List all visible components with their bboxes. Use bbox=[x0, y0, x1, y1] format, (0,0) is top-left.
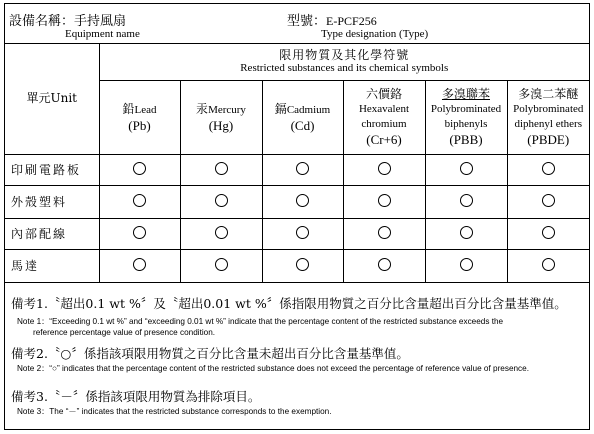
table-cell bbox=[262, 218, 343, 249]
circle-mark bbox=[378, 258, 391, 271]
note-1-zh: 備考1.〝超出0.1 wt %〞及〝超出0.01 wt %〞係指限用物質之百分比含量超出百分比含量基準值。 bbox=[11, 296, 567, 311]
row-label: 內部配線 bbox=[5, 218, 99, 249]
circle-mark bbox=[215, 226, 228, 239]
circle-mark bbox=[296, 258, 309, 271]
table-cell bbox=[180, 154, 262, 185]
table-cell bbox=[180, 249, 262, 282]
table-cell bbox=[507, 218, 589, 249]
type-designation-value: E-PCF256 bbox=[326, 14, 377, 28]
table-cell bbox=[507, 185, 589, 218]
row-label: 印刷電路板 bbox=[5, 154, 99, 185]
table-row bbox=[5, 185, 589, 218]
circle-mark bbox=[133, 162, 146, 175]
declaration-header bbox=[5, 4, 589, 44]
circle-mark bbox=[378, 162, 391, 175]
table-cell bbox=[507, 154, 589, 185]
row-label: 馬達 bbox=[5, 249, 99, 282]
notes-section bbox=[5, 284, 589, 429]
circle-mark bbox=[542, 162, 555, 175]
table-cell bbox=[99, 218, 180, 249]
circle-mark bbox=[542, 258, 555, 271]
table-cell bbox=[99, 249, 180, 282]
table-cell bbox=[507, 249, 589, 282]
note-2-en: Note 2：“○” indicates that the percentage content of the restricted substance does not exceed the percentage of reference value of presence. bbox=[17, 364, 529, 373]
circle-mark bbox=[460, 162, 473, 175]
row-label: 外殼塑料 bbox=[5, 185, 99, 218]
rohs-declaration bbox=[4, 3, 590, 430]
table-cell bbox=[343, 249, 425, 282]
column-header-mercury: 汞Mercury (Hg) bbox=[180, 80, 262, 154]
equipment-name-en: Equipment name bbox=[65, 28, 140, 40]
column-header-pbb: 多溴聯苯 Polybrominated biphenyls (PBB) bbox=[425, 80, 507, 154]
circle-mark bbox=[460, 258, 473, 271]
circle-mark bbox=[542, 226, 555, 239]
table-cell bbox=[262, 249, 343, 282]
note-3-zh: 備考3.〝－〞係指該項限用物質為排除項目。 bbox=[11, 389, 261, 404]
table-cell bbox=[99, 185, 180, 218]
table-row bbox=[5, 249, 589, 282]
column-header-pbde: 多溴二苯醚 Polybrominated diphenyl ethers (PBDE) bbox=[507, 80, 589, 154]
circle-mark bbox=[378, 226, 391, 239]
table-cell bbox=[262, 154, 343, 185]
table-cell bbox=[425, 249, 507, 282]
circle-mark bbox=[542, 194, 555, 207]
table-row bbox=[5, 154, 589, 185]
group-header-zh: 限用物質及其化學符號 bbox=[279, 47, 410, 62]
column-header-lead: 鉛Lead (Pb) bbox=[99, 80, 180, 154]
table-cell bbox=[343, 218, 425, 249]
table-cell bbox=[180, 185, 262, 218]
note-1-en-line-2: reference percentage value of presence condition. bbox=[33, 328, 216, 337]
group-header-en: Restricted substances and its chemical symbols bbox=[240, 61, 449, 74]
note-2-zh: 備考2.〝○〞係指該項限用物質之百分比含量未超出百分比含量基準值。 bbox=[11, 346, 409, 361]
circle-mark bbox=[296, 162, 309, 175]
circle-mark bbox=[133, 194, 146, 207]
circle-mark bbox=[460, 226, 473, 239]
circle-mark bbox=[296, 194, 309, 207]
circle-mark bbox=[215, 258, 228, 271]
table-cell bbox=[99, 154, 180, 185]
unit-header: 單元Unit bbox=[5, 43, 99, 154]
circle-mark bbox=[215, 162, 228, 175]
restricted-substances-table bbox=[5, 43, 589, 283]
circle-mark bbox=[378, 194, 391, 207]
circle-mark bbox=[215, 194, 228, 207]
table-cell bbox=[425, 218, 507, 249]
table-row bbox=[5, 218, 589, 249]
circle-mark bbox=[460, 194, 473, 207]
column-header-cadmium: 鎘Cadmium (Cd) bbox=[262, 80, 343, 154]
type-designation-zh: 型號：E-PCF256 bbox=[287, 14, 377, 29]
note-1-en-line-1: Note 1：“Exceeding 0.1 wt %” and “exceeding 0.01 wt %” indicate that the percentage content of the restricted substance exceeds the bbox=[17, 317, 504, 326]
circle-mark bbox=[133, 226, 146, 239]
table-cell bbox=[425, 185, 507, 218]
table-cell bbox=[343, 185, 425, 218]
table-cell bbox=[262, 185, 343, 218]
equipment-name-zh: 設備名稱：手持風扇 bbox=[9, 14, 127, 29]
circle-mark bbox=[133, 258, 146, 271]
note-3-en: Note 3：The “－” indicates that the restricted substance corresponds to the exemption. bbox=[17, 407, 332, 416]
table-cell bbox=[343, 154, 425, 185]
table-cell bbox=[180, 218, 262, 249]
column-header-hexavalent-chromium: 六價鉻 Hexavalent chromium (Cr+6) bbox=[343, 80, 425, 154]
circle-mark bbox=[296, 226, 309, 239]
type-designation-en: Type designation (Type) bbox=[321, 28, 429, 40]
restricted-substances-header bbox=[99, 43, 589, 80]
table-cell bbox=[425, 154, 507, 185]
equipment-name-value: 手持風扇 bbox=[74, 14, 127, 29]
